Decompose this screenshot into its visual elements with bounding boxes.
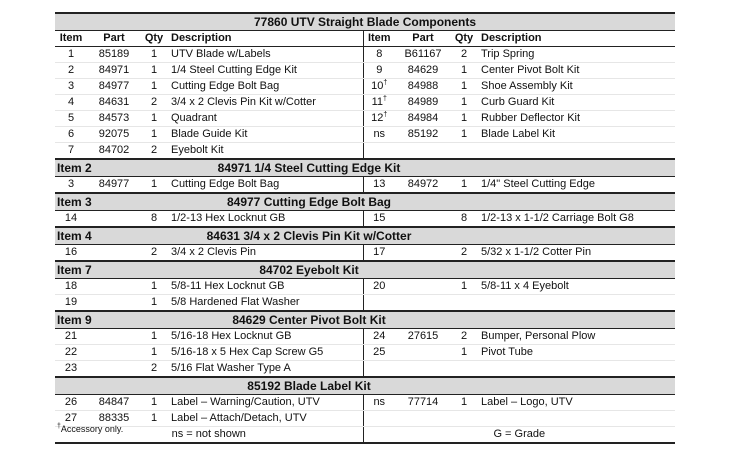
- kit-section-header: [55, 377, 675, 395]
- kit-title: 84971 1/4 Steel Cutting Edge Kit: [141, 159, 477, 177]
- quantity-cell: 1: [141, 177, 167, 194]
- part-number-cell: 88335: [87, 411, 141, 427]
- column-header: Qty: [451, 31, 477, 47]
- column-header: Item: [55, 31, 87, 47]
- kit-part-row: [55, 361, 675, 378]
- item-number: 12: [371, 112, 384, 124]
- part-number-cell: [395, 245, 451, 262]
- grade-legend: G = Grade: [363, 427, 675, 444]
- description-cell: 1/2-13 x 1-1/2 Carriage Bolt G8: [477, 211, 675, 228]
- quantity-cell: 2: [141, 245, 167, 262]
- part-number-cell: [87, 211, 141, 228]
- kit-part-row: [55, 345, 675, 361]
- quantity-cell: 1: [451, 177, 477, 194]
- item-number-cell: 26: [55, 395, 87, 411]
- parts-row: [55, 127, 675, 143]
- kit-title: 84631 3/4 x 2 Clevis Pin Kit w/Cotter: [141, 227, 477, 245]
- part-number-cell: 84988: [395, 79, 451, 95]
- kit-part-row: [55, 211, 675, 228]
- description-cell: [477, 361, 675, 378]
- part-number-cell: 84702: [87, 143, 141, 160]
- quantity-cell: 1: [141, 411, 167, 427]
- description-cell: [477, 143, 675, 160]
- accessory-mark: †: [383, 95, 387, 103]
- quantity-cell: [451, 143, 477, 160]
- part-number-cell: 84977: [87, 79, 141, 95]
- column-header-row: [55, 31, 675, 47]
- column-header: Qty: [141, 31, 167, 47]
- description-cell: Cutting Edge Bolt Bag: [167, 177, 363, 194]
- description-cell: Label – Warning/Caution, UTV: [167, 395, 363, 411]
- quantity-cell: 1: [451, 345, 477, 361]
- quantity-cell: 8: [141, 211, 167, 228]
- section-header-spacer: [477, 227, 675, 245]
- kit-part-row: [55, 245, 675, 262]
- quantity-cell: 1: [141, 395, 167, 411]
- item-number-cell: 4: [55, 95, 87, 111]
- quantity-cell: [451, 361, 477, 378]
- section-header-spacer: [477, 377, 675, 395]
- item-number-cell: 9: [363, 63, 395, 79]
- item-number: 10: [371, 80, 384, 92]
- item-number-cell: 1: [55, 47, 87, 63]
- item-number-cell: [363, 79, 395, 95]
- part-number-cell: [87, 279, 141, 295]
- kit-title: 84977 Cutting Edge Bolt Bag: [141, 193, 477, 211]
- quantity-cell: 1: [141, 111, 167, 127]
- description-cell: 3/4 x 2 Clevis Pin: [167, 245, 363, 262]
- part-number-cell: 77714: [395, 395, 451, 411]
- description-cell: Rubber Deflector Kit: [477, 111, 675, 127]
- item-number: 11: [371, 96, 383, 108]
- description-cell: Label – Logo, UTV: [477, 395, 675, 411]
- quantity-cell: 1: [451, 63, 477, 79]
- kit-section-header: [55, 227, 675, 245]
- column-header: Description: [477, 31, 675, 47]
- item-number-cell: ns: [363, 127, 395, 143]
- part-number-cell: [395, 279, 451, 295]
- not-shown-legend: ns = not shown: [55, 427, 363, 444]
- quantity-cell: 1: [451, 279, 477, 295]
- parts-row: [55, 95, 675, 111]
- item-number-cell: 16: [55, 245, 87, 262]
- item-number-cell: 8: [363, 47, 395, 63]
- item-number-cell: 3: [55, 177, 87, 194]
- section-item-ref: Item 2: [55, 159, 141, 177]
- item-number-cell: [363, 411, 395, 427]
- quantity-cell: 2: [141, 95, 167, 111]
- quantity-cell: 1: [141, 63, 167, 79]
- description-cell: 5/16 Flat Washer Type A: [167, 361, 363, 378]
- part-number-cell: 84971: [87, 63, 141, 79]
- description-cell: UTV Blade w/Labels: [167, 47, 363, 63]
- quantity-cell: 1: [141, 79, 167, 95]
- description-cell: Eyebolt Kit: [167, 143, 363, 160]
- part-number-cell: 85192: [395, 127, 451, 143]
- parts-row: [55, 63, 675, 79]
- kit-title: 84629 Center Pivot Bolt Kit: [141, 311, 477, 329]
- part-number-cell: [87, 295, 141, 312]
- quantity-cell: 1: [141, 329, 167, 345]
- part-number-cell: 84984: [395, 111, 451, 127]
- kit-section-header: [55, 261, 675, 279]
- quantity-cell: 1: [451, 111, 477, 127]
- item-number-cell: 15: [363, 211, 395, 228]
- item-number-cell: 14: [55, 211, 87, 228]
- item-number-cell: [363, 111, 395, 127]
- description-cell: 5/8-11 Hex Locknut GB: [167, 279, 363, 295]
- table-title-row: [55, 13, 675, 31]
- kit-part-row: [55, 395, 675, 411]
- item-number-cell: 5: [55, 111, 87, 127]
- quantity-cell: [451, 411, 477, 427]
- item-number-cell: 3: [55, 79, 87, 95]
- description-cell: Curb Guard Kit: [477, 95, 675, 111]
- parts-row: [55, 143, 675, 160]
- quantity-cell: 2: [451, 329, 477, 345]
- item-number-cell: [363, 95, 395, 111]
- column-header: Description: [167, 31, 363, 47]
- description-cell: 1/4" Steel Cutting Edge: [477, 177, 675, 194]
- section-header-spacer: [477, 311, 675, 329]
- section-header-spacer: [477, 261, 675, 279]
- part-number-cell: [87, 245, 141, 262]
- item-number-cell: 6: [55, 127, 87, 143]
- description-cell: Pivot Tube: [477, 345, 675, 361]
- description-cell: 1/2-13 Hex Locknut GB: [167, 211, 363, 228]
- kit-title: 85192 Blade Label Kit: [141, 377, 477, 395]
- section-item-ref: Item 4: [55, 227, 141, 245]
- part-number-cell: 27615: [395, 329, 451, 345]
- quantity-cell: 1: [141, 279, 167, 295]
- description-cell: Label – Attach/Detach, UTV: [167, 411, 363, 427]
- part-number-cell: [395, 345, 451, 361]
- item-number-cell: 27: [55, 411, 87, 427]
- footnote-text: Accessory only.: [60, 424, 124, 434]
- description-cell: Cutting Edge Bolt Bag: [167, 79, 363, 95]
- quantity-cell: 2: [141, 361, 167, 378]
- column-header: Part: [87, 31, 141, 47]
- part-number-cell: 92075: [87, 127, 141, 143]
- part-number-cell: 85189: [87, 47, 141, 63]
- part-number-cell: [87, 329, 141, 345]
- section-item-ref: Item 3: [55, 193, 141, 211]
- description-cell: Blade Label Kit: [477, 127, 675, 143]
- item-number-cell: 13: [363, 177, 395, 194]
- part-number-cell: [395, 361, 451, 378]
- description-cell: Quadrant: [167, 111, 363, 127]
- part-number-cell: [395, 411, 451, 427]
- item-number-cell: [363, 143, 395, 160]
- description-cell: Shoe Assembly Kit: [477, 79, 675, 95]
- quantity-cell: 8: [451, 211, 477, 228]
- part-number-cell: 84573: [87, 111, 141, 127]
- description-cell: 5/32 x 1-1/2 Cotter Pin: [477, 245, 675, 262]
- item-number-cell: 23: [55, 361, 87, 378]
- description-cell: 3/4 x 2 Clevis Pin Kit w/Cotter: [167, 95, 363, 111]
- kit-section-header: [55, 311, 675, 329]
- section-header-spacer: [477, 159, 675, 177]
- kit-part-row: [55, 279, 675, 295]
- quantity-cell: 2: [141, 143, 167, 160]
- description-cell: 5/8-11 x 4 Eyebolt: [477, 279, 675, 295]
- description-cell: Bumper, Personal Plow: [477, 329, 675, 345]
- kit-title: 84702 Eyebolt Kit: [141, 261, 477, 279]
- quantity-cell: 1: [451, 395, 477, 411]
- description-cell: 5/16-18 x 5 Hex Cap Screw G5: [167, 345, 363, 361]
- item-number-cell: 2: [55, 63, 87, 79]
- description-cell: 5/16-18 Hex Locknut GB: [167, 329, 363, 345]
- parts-row: [55, 79, 675, 95]
- part-number-cell: 84977: [87, 177, 141, 194]
- part-number-cell: [395, 143, 451, 160]
- description-cell: [477, 411, 675, 427]
- description-cell: Trip Spring: [477, 47, 675, 63]
- description-cell: Blade Guide Kit: [167, 127, 363, 143]
- item-number-cell: 22: [55, 345, 87, 361]
- part-number-cell: [87, 361, 141, 378]
- section-item-ref: Item 9: [55, 311, 141, 329]
- part-number-cell: [395, 295, 451, 312]
- kit-part-row: [55, 411, 675, 427]
- item-number-cell: 20: [363, 279, 395, 295]
- parts-table: [55, 12, 675, 444]
- kit-part-row: [55, 295, 675, 312]
- item-number-cell: 24: [363, 329, 395, 345]
- quantity-cell: 1: [141, 127, 167, 143]
- parts-row: [55, 111, 675, 127]
- part-number-cell: 84631: [87, 95, 141, 111]
- item-number-cell: [363, 361, 395, 378]
- item-number-cell: [363, 295, 395, 312]
- quantity-cell: 1: [451, 127, 477, 143]
- description-cell: [477, 295, 675, 312]
- dagger-mark: †: [57, 423, 61, 430]
- item-number-cell: 17: [363, 245, 395, 262]
- table-title: 77860 UTV Straight Blade Components: [55, 13, 675, 31]
- item-number-cell: 18: [55, 279, 87, 295]
- kit-part-row: [55, 177, 675, 194]
- legend-row: [55, 427, 675, 444]
- quantity-cell: 1: [141, 345, 167, 361]
- section-item-ref: [55, 377, 141, 395]
- part-number-cell: B61167: [395, 47, 451, 63]
- part-number-cell: [87, 345, 141, 361]
- accessory-mark: †: [383, 111, 388, 119]
- part-number-cell: 84629: [395, 63, 451, 79]
- item-number-cell: 19: [55, 295, 87, 312]
- description-cell: Center Pivot Bolt Kit: [477, 63, 675, 79]
- section-header-spacer: [477, 193, 675, 211]
- column-header: Part: [395, 31, 451, 47]
- quantity-cell: 2: [451, 245, 477, 262]
- kit-section-header: [55, 193, 675, 211]
- item-number-cell: ns: [363, 395, 395, 411]
- quantity-cell: 1: [141, 47, 167, 63]
- item-number-cell: 21: [55, 329, 87, 345]
- description-cell: 1/4 Steel Cutting Edge Kit: [167, 63, 363, 79]
- kit-part-row: [55, 329, 675, 345]
- part-number-cell: [395, 211, 451, 228]
- quantity-cell: 1: [451, 79, 477, 95]
- item-number-cell: 7: [55, 143, 87, 160]
- quantity-cell: [451, 295, 477, 312]
- quantity-cell: 1: [451, 95, 477, 111]
- parts-row: [55, 47, 675, 63]
- column-header: Item: [363, 31, 395, 47]
- accessory-mark: †: [383, 79, 388, 87]
- part-number-cell: 84972: [395, 177, 451, 194]
- description-cell: 5/8 Hardened Flat Washer: [167, 295, 363, 312]
- part-number-cell: 84847: [87, 395, 141, 411]
- section-item-ref: Item 7: [55, 261, 141, 279]
- kit-section-header: [55, 159, 675, 177]
- item-number-cell: 25: [363, 345, 395, 361]
- quantity-cell: 2: [451, 47, 477, 63]
- accessory-footnote: [57, 424, 123, 434]
- quantity-cell: 1: [141, 295, 167, 312]
- part-number-cell: 84989: [395, 95, 451, 111]
